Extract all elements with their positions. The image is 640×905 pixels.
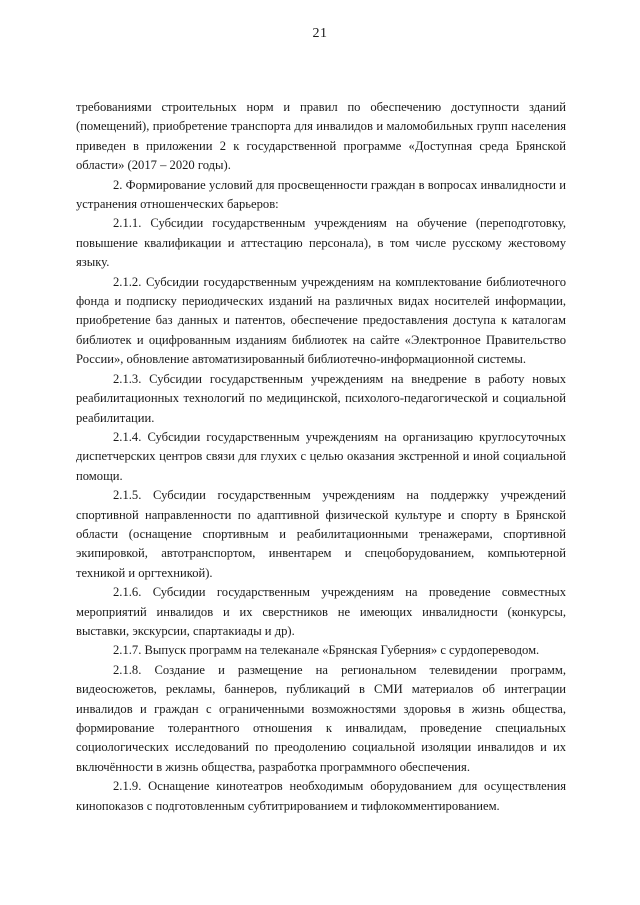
paragraph-item-2-1-3: 2.1.3. Субсидии государственным учреждениям на внедрение в работу новых реабилитационных технологий по медицинской, психолого-педагогической и социальной реабилитации.: [76, 371, 566, 425]
paragraph-item-2-1-4: 2.1.4. Субсидии государственным учреждениям на организацию круглосуточных диспетчерских центров связи для глухих с целью оказания экстренной и иной социальной помощи.: [76, 429, 566, 483]
paragraph-continuation: требованиями строительных норм и правил по обеспечению доступности зданий (помещений), приобретение транспорта для инвалидов и маломобильных групп населения приведен в приложении 2 к государственной программе «Доступная среда Брянской области» (2017 – 2020 годы).: [76, 100, 566, 173]
document-body: [76, 98, 566, 816]
paragraph-item-2-1-6: 2.1.6. Субсидии государственным учреждениям на проведение совместных мероприятий инвалидов и их сверстников не имеющих инвалидности (конкурсы, выставки, экскурсии, спартакиады и др).: [76, 585, 566, 638]
paragraph-item-2-1-7: 2.1.7. Выпуск программ на телеканале «Брянская Губерния» с сурдопереводом.: [113, 643, 540, 658]
paragraph-item-2-1-1: 2.1.1. Субсидии государственным учреждениям на обучение (переподготовку, повышение квалификации и аттестацию персонала), в том числе русскому жестовому языку.: [76, 216, 566, 270]
paragraph-section-2: 2. Формирование условий для просвещенности граждан в вопросах инвалидности и устранения отношенческих барьеров:: [76, 177, 566, 212]
paragraph-item-2-1-8: 2.1.8. Создание и размещение на региональном телевидении программ, видеосюжетов, рекламы, баннеров, публикаций в СМИ материалов об интеграции инвалидов и граждан с ограниченными возможностями здоровья в жизнь общества, формирование толерантного отношения к инвалидам, проведение специальных социологических исследований по преодолению социальной изоляции инвалидов и их включённости в жизнь общества, разработка программного обеспечения.: [76, 662, 566, 774]
paragraph-item-2-1-5: 2.1.5. Субсидии государственным учреждениям на поддержку учреждений спортивной направленности по адаптивной физической культуре и спорту в Брянской области (оснащение спортивным и реабилитационными тренажерами, спортивной экипировкой, автотранспортом, инвентарем и спецоборудованием, компьютерной техникой и оргтехникой).: [76, 488, 566, 580]
paragraph-item-2-1-9: 2.1.9. Оснащение кинотеатров необходимым оборудованием для осуществления кинопоказов с подготовленным субтитрированием и тифлокомментированием.: [76, 779, 566, 813]
page-number: 21: [312, 26, 328, 41]
paragraph-item-2-1-2: 2.1.2. Субсидии государственным учреждениям на комплектование библиотечного фонда и подписку периодических изданий на различных видах носителей информации, приобретение баз данных и патентов, обеспечение предоставления доступа к каталогам библиотек и оцифрованным изданиям библиотек на сайте «Электронное Правительство России», обновление автоматизированный библиотечно-информационной системы.: [76, 274, 566, 367]
